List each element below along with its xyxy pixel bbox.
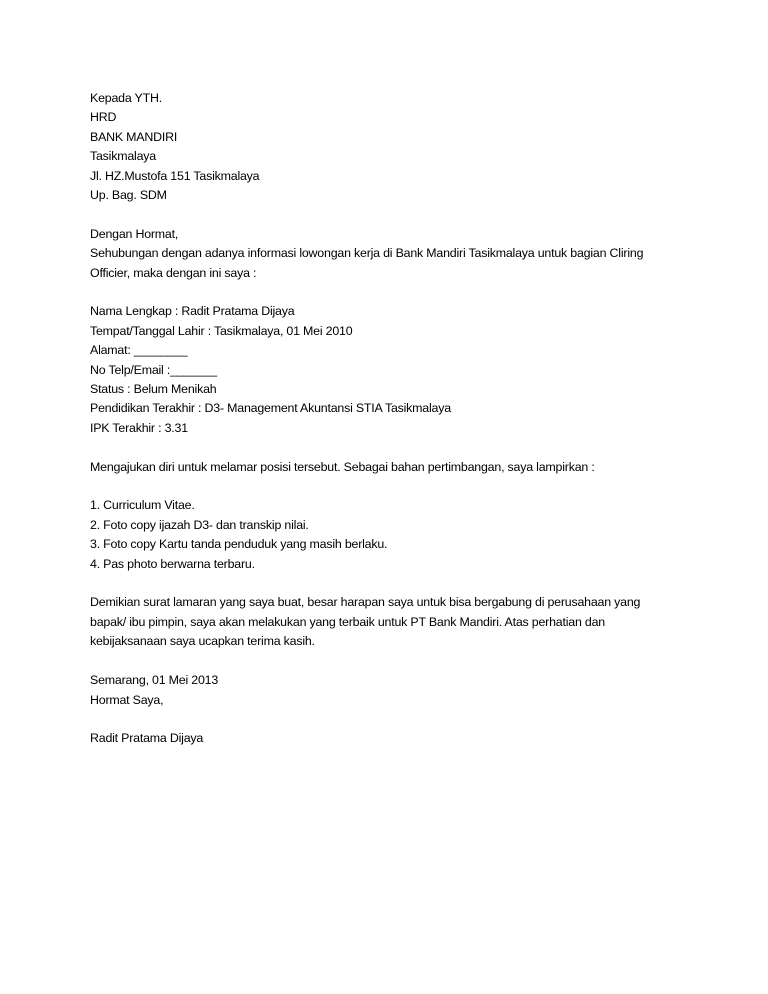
application-letter: [90, 89, 690, 749]
recipient-line: Up. Bag. SDM: [90, 188, 167, 203]
list-item: 4. Pas photo berwarna terbaru.: [90, 556, 255, 571]
recipient-line: Kepada YTH.: [90, 91, 162, 105]
intro-line: Sehubungan dengan adanya informasi lowongan kerja di Bank Mandiri Tasikmalaya untuk bagian Cliring: [90, 246, 644, 261]
spacer: [90, 477, 690, 496]
spacer: [90, 283, 690, 302]
recipient-block: [90, 89, 690, 205]
signer-name: Radit Pratama Dijaya: [90, 731, 204, 746]
recipient-line: Jl. HZ.Mustofa 151 Tasikmalaya: [90, 168, 260, 183]
spacer: [90, 710, 690, 729]
closing-line: bapak/ ibu pimpin, saya akan melakukan yang terbaik untuk PT Bank Mandiri. Atas perhatian dan: [90, 614, 605, 629]
applicant-address: Alamat: ________: [90, 343, 188, 358]
applicant-gpa: IPK Terakhir : 3.31: [90, 420, 188, 435]
list-item: 1. Curriculum Vitae.: [90, 498, 195, 513]
intro-line: Officier, maka dengan ini saya :: [90, 265, 257, 280]
applicant-details: [90, 302, 690, 438]
spacer: [90, 652, 690, 671]
recipient-line: Tasikmalaya: [90, 149, 156, 164]
applicant-contact: No Telp/Email :_______: [90, 362, 217, 377]
attachment-list: [90, 496, 690, 574]
applicant-birth: Tempat/Tanggal Lahir : Tasikmalaya, 01 Mei 2010: [90, 323, 353, 338]
applicant-status: Status : Belum Menikah: [90, 382, 217, 397]
closing-line: Demikian surat lamaran yang saya buat, besar harapan saya untuk bisa bergabung di perusahaan yang: [90, 595, 641, 610]
closing-block: [90, 593, 690, 651]
apply-statement: Mengajukan diri untuk melamar posisi tersebut. Sebagai bahan pertimbangan, saya lampirkan :: [90, 459, 595, 474]
list-item: 3. Foto copy Kartu tanda penduduk yang masih berlaku.: [90, 537, 388, 552]
greeting: Dengan Hormat,: [90, 226, 179, 241]
recipient-line: HRD: [90, 110, 117, 125]
spacer: [90, 205, 690, 224]
salutation: Hormat Saya,: [90, 692, 164, 707]
closing-line: kebijaksanaan saya ucapkan terima kasih.: [90, 634, 315, 649]
spacer: [90, 574, 690, 593]
spacer: [90, 438, 690, 457]
applicant-name: Nama Lengkap : Radit Pratama Dijaya: [90, 304, 295, 319]
signature-block: [90, 671, 690, 749]
opening-block: [90, 225, 690, 283]
list-item: 2. Foto copy ijazah D3- dan transkip nilai.: [90, 517, 309, 532]
recipient-line: BANK MANDIRI: [90, 129, 178, 144]
place-date: Semarang, 01 Mei 2013: [90, 673, 219, 688]
applicant-education: Pendidikan Terakhir : D3- Management Akuntansi STIA Tasikmalaya: [90, 401, 451, 416]
